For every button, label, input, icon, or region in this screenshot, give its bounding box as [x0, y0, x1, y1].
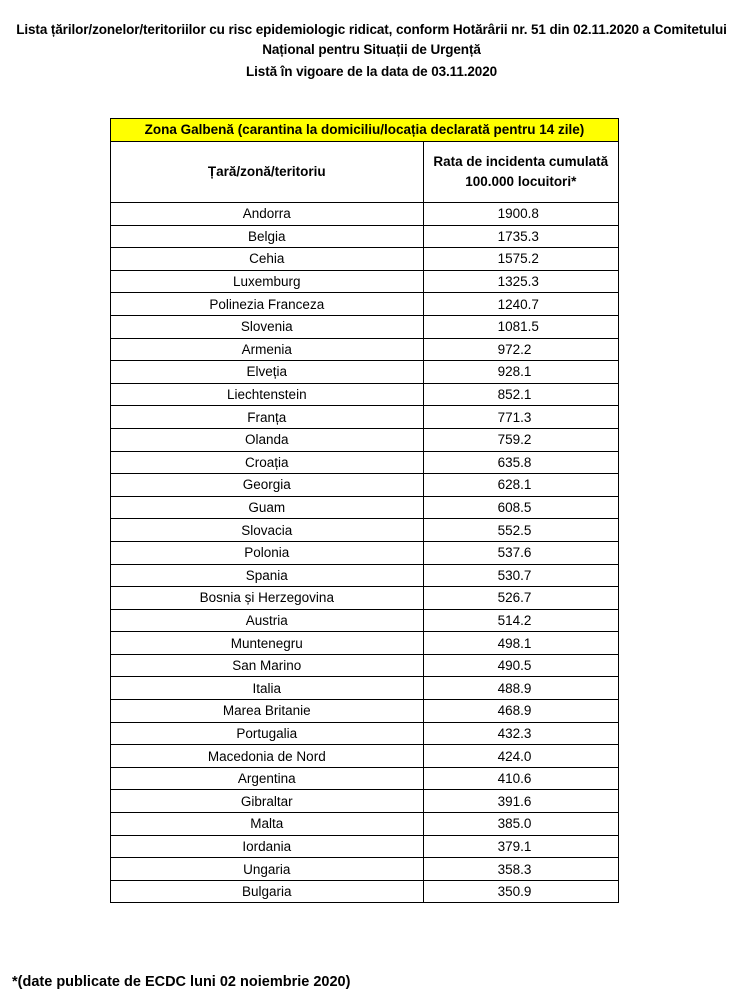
country-cell: Macedonia de Nord [111, 745, 424, 768]
country-cell: Olanda [111, 428, 424, 451]
country-cell: Luxemburg [111, 270, 424, 293]
country-cell: Bosnia și Herzegovina [111, 587, 424, 610]
table-row [111, 858, 619, 881]
country-cell: Polonia [111, 541, 424, 564]
country-cell: San Marino [111, 654, 424, 677]
table-row [111, 813, 619, 836]
country-cell: Andorra [111, 203, 424, 226]
rate-cell: 385.0 [423, 813, 618, 836]
table-row [111, 451, 619, 474]
rate-cell: 972.2 [423, 338, 618, 361]
rate-cell: 379.1 [423, 835, 618, 858]
table-row [111, 722, 619, 745]
country-cell: Slovacia [111, 519, 424, 542]
table-row [111, 293, 619, 316]
document-title-line-1: Lista țărilor/zonelor/teritoriilor cu risc epidemiologic ridicat, conform Hotărârii nr. 51 din 02.11.2020 a Comitetului [16, 22, 727, 37]
rate-cell: 537.6 [423, 541, 618, 564]
table-row [111, 767, 619, 790]
column-header-country: Țară/zonă/teritoriu [111, 142, 424, 203]
rate-cell: 410.6 [423, 767, 618, 790]
country-cell: Austria [111, 609, 424, 632]
rate-cell: 468.9 [423, 700, 618, 723]
rate-cell: 1575.2 [423, 248, 618, 271]
country-cell: Bulgaria [111, 880, 424, 903]
country-cell: Gibraltar [111, 790, 424, 813]
yellow-zone-table [110, 118, 619, 903]
country-cell: Franța [111, 406, 424, 429]
rate-cell: 1325.3 [423, 270, 618, 293]
country-cell: Muntenegru [111, 632, 424, 655]
table-row [111, 383, 619, 406]
rate-cell: 530.7 [423, 564, 618, 587]
table-row [111, 361, 619, 384]
rate-cell: 358.3 [423, 858, 618, 881]
table-row [111, 338, 619, 361]
table-body [111, 203, 619, 903]
rate-cell: 498.1 [423, 632, 618, 655]
country-cell: Cehia [111, 248, 424, 271]
rate-cell: 432.3 [423, 722, 618, 745]
rate-cell: 490.5 [423, 654, 618, 677]
table-row [111, 519, 619, 542]
table-row [111, 609, 619, 632]
table-row [111, 654, 619, 677]
rate-cell: 1081.5 [423, 315, 618, 338]
rate-cell: 608.5 [423, 496, 618, 519]
country-cell: Guam [111, 496, 424, 519]
table-row [111, 587, 619, 610]
country-cell: Slovenia [111, 315, 424, 338]
country-cell: Malta [111, 813, 424, 836]
table-row [111, 564, 619, 587]
country-cell: Georgia [111, 474, 424, 497]
table-row [111, 315, 619, 338]
country-cell: Italia [111, 677, 424, 700]
table-row [111, 700, 619, 723]
document-subtitle: Listă în vigoare de la data de 03.11.2020 [245, 64, 498, 79]
rate-cell: 350.9 [423, 880, 618, 903]
rate-cell: 759.2 [423, 428, 618, 451]
rate-cell: 1900.8 [423, 203, 618, 226]
country-cell: Belgia [111, 225, 424, 248]
table-row [111, 248, 619, 271]
column-header-rate-line-2: 100.000 locuitori* [465, 174, 577, 189]
table-row [111, 745, 619, 768]
rate-cell: 526.7 [423, 587, 618, 610]
country-cell: Ungaria [111, 858, 424, 881]
table-row [111, 541, 619, 564]
country-cell: Spania [111, 564, 424, 587]
country-cell: Croația [111, 451, 424, 474]
footnote: *(date publicate de ECDC luni 02 noiembrie 2020) [12, 974, 351, 990]
rate-cell: 1240.7 [423, 293, 618, 316]
table-row [111, 270, 619, 293]
rate-cell: 391.6 [423, 790, 618, 813]
table-row [111, 225, 619, 248]
table-row [111, 496, 619, 519]
column-header-rate-line-1: Rata de incidenta cumulată [433, 154, 609, 169]
country-cell: Marea Britanie [111, 700, 424, 723]
table-row [111, 203, 619, 226]
table-row [111, 677, 619, 700]
column-header-rate [423, 142, 618, 203]
rate-cell: 514.2 [423, 609, 618, 632]
table-row [111, 632, 619, 655]
country-cell: Polinezia Franceza [111, 293, 424, 316]
table-row [111, 474, 619, 497]
rate-cell: 424.0 [423, 745, 618, 768]
rate-cell: 628.1 [423, 474, 618, 497]
rate-cell: 1735.3 [423, 225, 618, 248]
country-cell: Argentina [111, 767, 424, 790]
document-title-line-2: Național pentru Situații de Urgență [262, 42, 481, 57]
country-cell: Armenia [111, 338, 424, 361]
rate-cell: 552.5 [423, 519, 618, 542]
table-row [111, 428, 619, 451]
country-cell: Iordania [111, 835, 424, 858]
country-cell: Elveția [111, 361, 424, 384]
rate-cell: 488.9 [423, 677, 618, 700]
rate-cell: 852.1 [423, 383, 618, 406]
rate-cell: 928.1 [423, 361, 618, 384]
country-cell: Liechtenstein [111, 383, 424, 406]
table-row [111, 835, 619, 858]
rate-cell: 635.8 [423, 451, 618, 474]
table-row [111, 880, 619, 903]
rate-cell: 771.3 [423, 406, 618, 429]
table-row [111, 406, 619, 429]
table-row [111, 790, 619, 813]
zone-title: Zona Galbenă (carantina la domiciliu/locația declarată pentru 14 zile) [111, 119, 619, 142]
country-cell: Portugalia [111, 722, 424, 745]
